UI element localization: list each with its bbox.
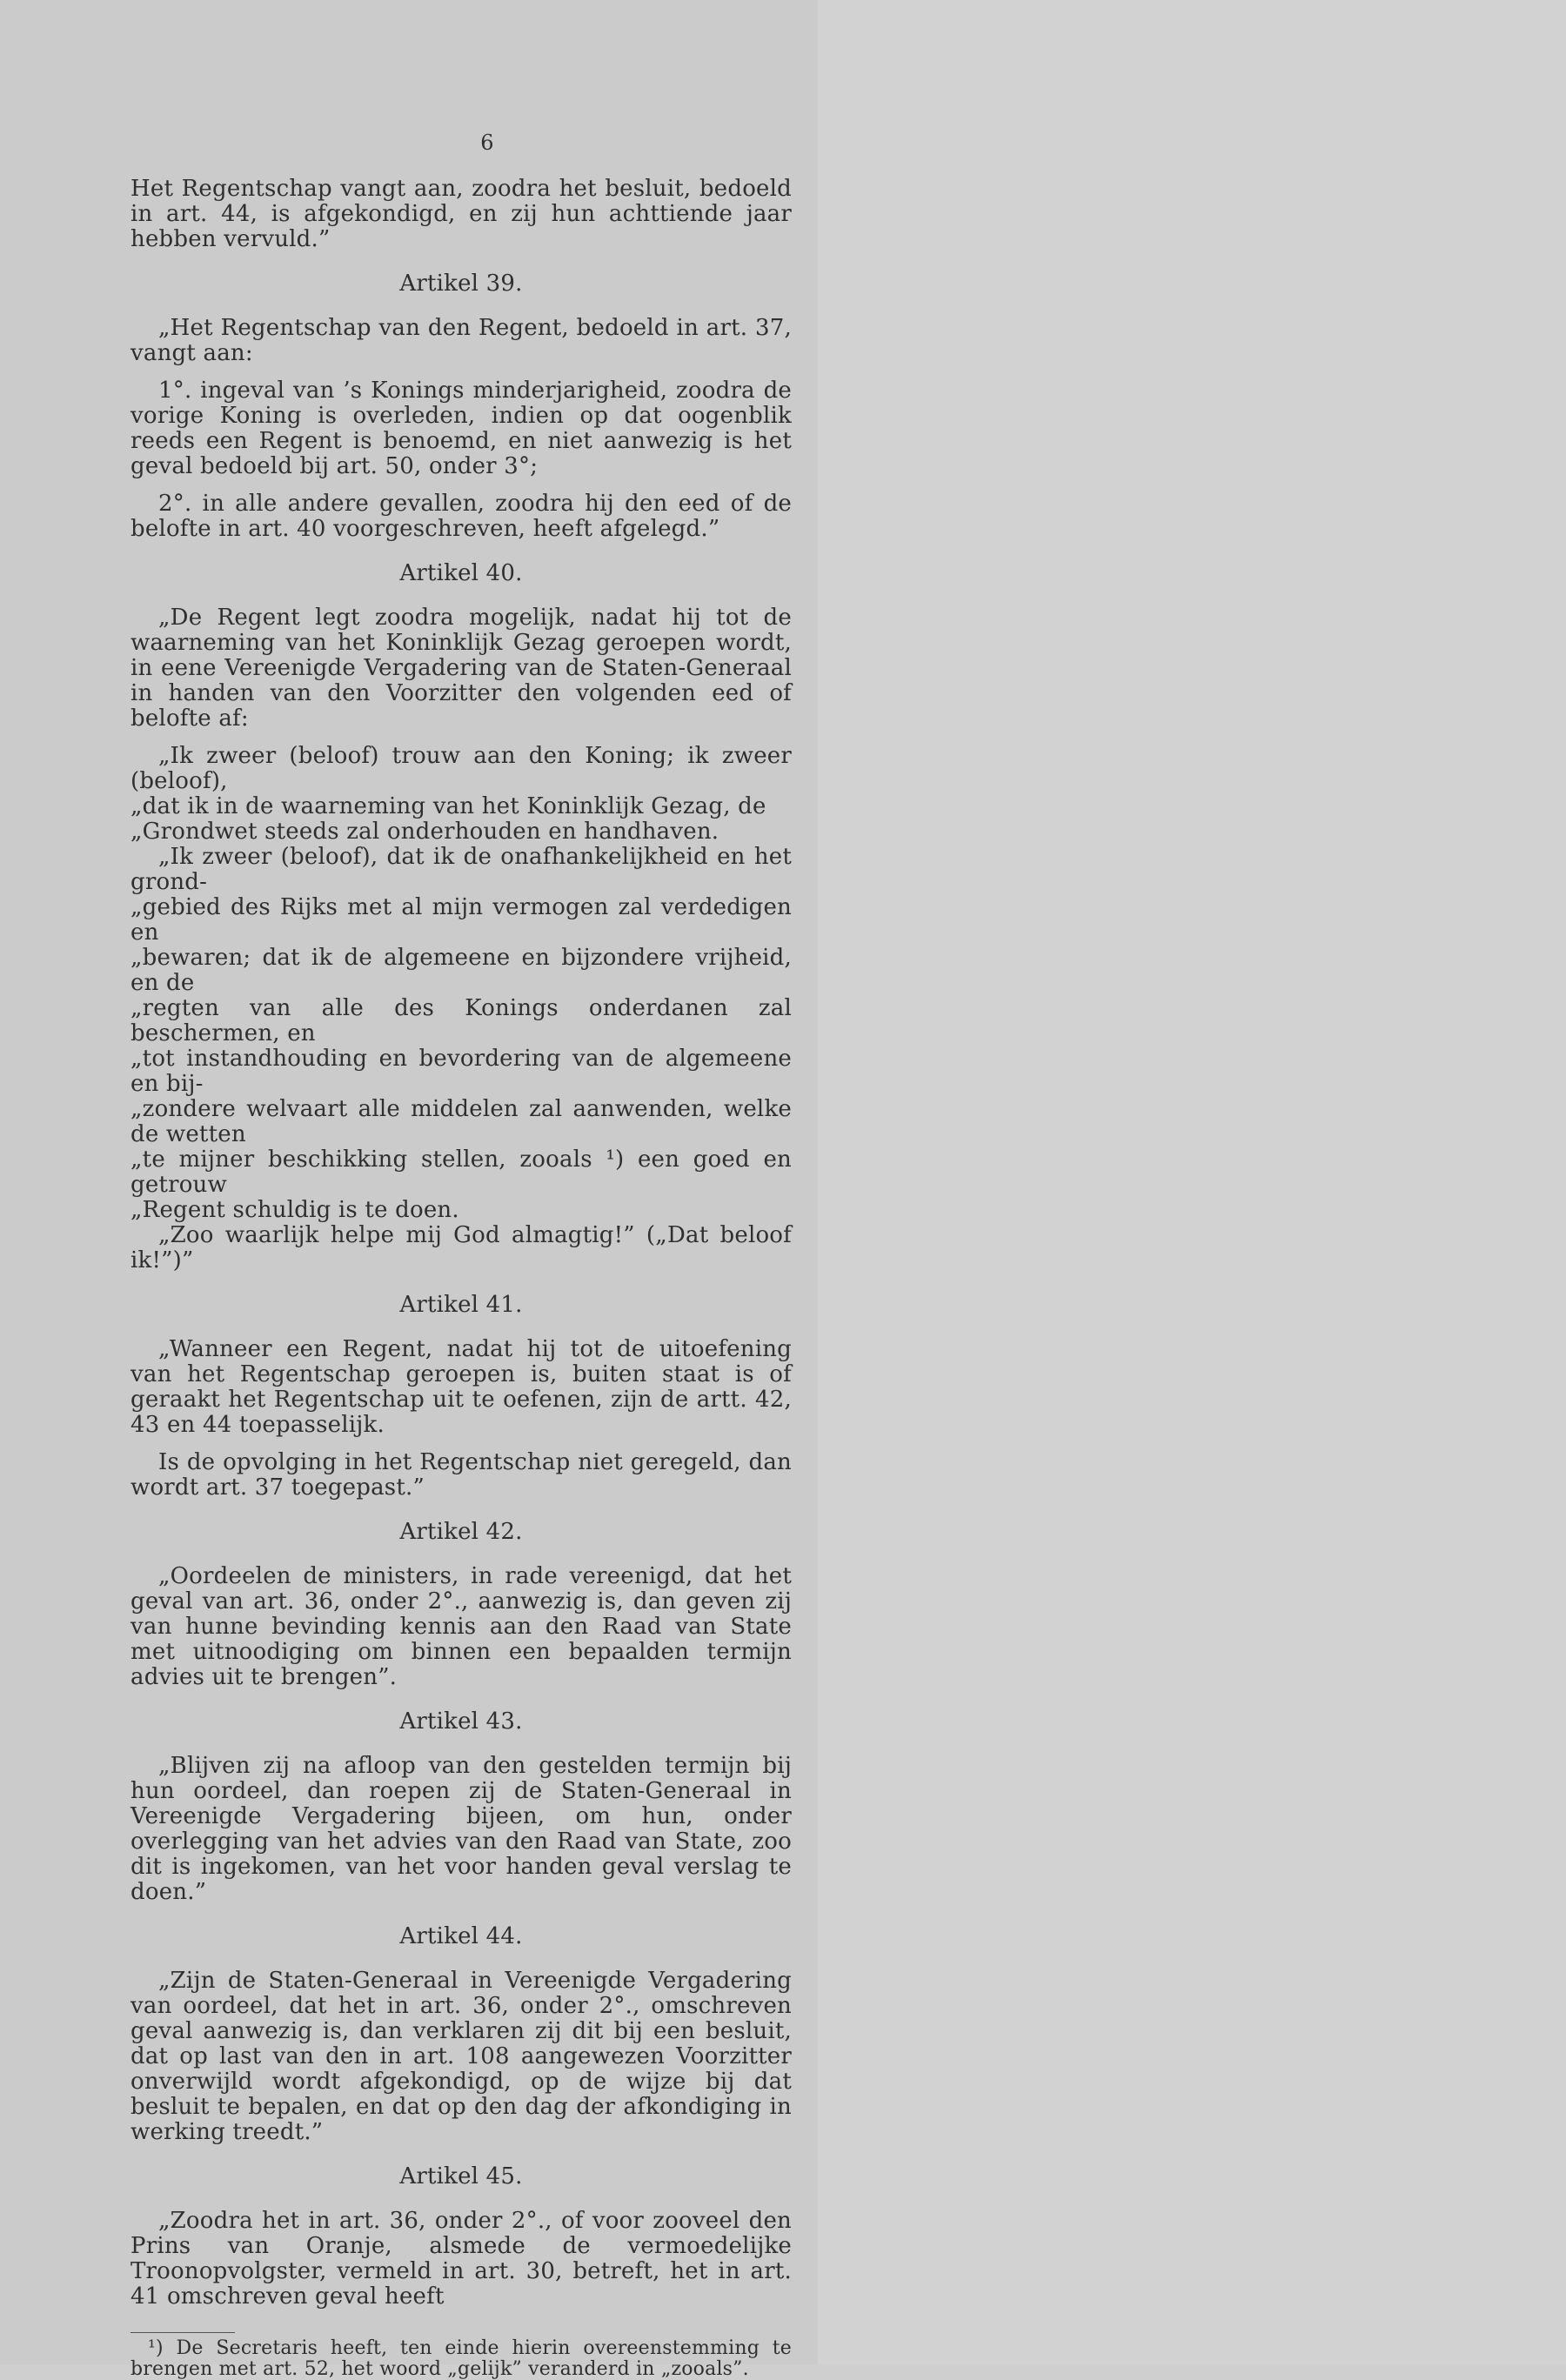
article-heading: Artikel 43.	[399, 1708, 523, 1735]
article-heading: Artikel 42.	[399, 1519, 523, 1545]
oath-paragraph	[130, 1223, 792, 1274]
article-heading: Artikel 40.	[399, 560, 523, 586]
article-heading: Artikel 41.	[399, 1292, 523, 1318]
paragraph: 2°. in alle andere gevallen, zoodra hij den eed of de belofte in art. 40 voorgeschreven, heeft afgelegd.”	[130, 491, 792, 542]
oath-paragraph	[130, 845, 792, 1223]
oath-line: „te mijner beschikking stellen, zooals ¹) een goed en getrouw	[130, 1147, 792, 1198]
oath-line: „Grondwet steeds zal onderhouden en handhaven.	[130, 819, 719, 845]
oath-line: „Regent schuldig is te doen.	[130, 1197, 459, 1223]
article-body	[130, 177, 792, 2310]
oath-line: „bewaren; dat ik de algemeene en bijzondere vrijheid, en de	[130, 945, 792, 996]
oath-line: „gebied des Rijks met al mijn vermogen zal verdedigen en	[130, 894, 792, 946]
paragraph: „Zoodra het in art. 36, onder 2°., of voor zooveel den Prins van Oranje, alsmede de vermoedelijke Troonopvolgster, vermeld in art. 30, betreft, het in art. 41 omschreven geval heeft	[130, 2208, 792, 2310]
oath-line: „tot instandhouding en bevordering van de algemeene en bij-	[130, 1046, 792, 1097]
footnote-rule	[130, 2332, 235, 2333]
footnote: ¹) De Secretaris heeft, ten einde hierin overeenstemming te brengen met art. 52, het woord „gelijk” veranderd in „zooals”.	[130, 2337, 792, 2380]
oath-line: „Zoo waarlijk helpe mij God almagtig!” („Dat beloof ik!”)”	[130, 1222, 792, 1274]
text-column	[130, 130, 792, 2380]
oath-line: „dat ik in de waarneming van het Koninklijk Gezag, de	[130, 793, 766, 819]
paragraph: Het Regentschap vangt aan, zoodra het besluit, bedoeld in art. 44, is afgekondigd, en zij hun achttiende jaar hebben vervuld.”	[130, 176, 792, 252]
paragraph: Is de opvolging in het Regentschap niet geregeld, dan wordt art. 37 toegepast.”	[130, 1449, 792, 1501]
page-shading	[818, 0, 1566, 2364]
paragraph: 1°. ingeval van ’s Konings minderjarigheid, zoodra de vorige Koning is overleden, indien op dat oogenblik reeds een Regent is benoemd, en niet aanwezig is het geval bedoeld bij art. 50, onder 3°;	[130, 378, 792, 479]
paragraph: „De Regent legt zoodra mogelijk, nadat hij tot de waarneming van het Koninklijk Gezag geroepen wordt, in eene Vereenigde Vergadering van de Staten-Generaal in handen van den Voorzitter den volgenden eed of belofte af:	[130, 605, 792, 732]
article-heading: Artikel 45.	[399, 2163, 523, 2189]
oath-line: „Ik zweer (beloof) trouw aan den Koning; ik zweer (beloof),	[130, 743, 792, 794]
paragraph: „Het Regentschap van den Regent, bedoeld in art. 37, vangt aan:	[130, 315, 792, 366]
oath-line: „regten van alle des Konings onderdanen zal beschermen, en	[130, 995, 792, 1046]
article-heading: Artikel 44.	[399, 1923, 523, 1949]
oath-line: „Ik zweer (beloof), dat ik de onafhankelijkheid en het grond-	[130, 844, 792, 895]
page-number: 6	[480, 130, 494, 155]
paragraph: „Wanneer een Regent, nadat hij tot de uitoefening van het Regentschap geroepen is, buiten staat is of geraakt het Regentschap uit te oefenen, zijn de artt. 42, 43 en 44 toepasselijk.	[130, 1336, 792, 1438]
paragraph: „Blijven zij na afloop van den gestelden termijn bij hun oordeel, dan roepen zij de Staten-Generaal in Vereenigde Vergadering bijeen, om hun, onder overlegging van het advies van den Raad van State, zoo dit is ingekomen, van het voor handen geval verslag te doen.”	[130, 1753, 792, 1905]
oath-paragraph	[130, 744, 792, 845]
paragraph: „Oordeelen de ministers, in rade vereenigd, dat het geval van art. 36, onder 2°., aanwezig is, dan geven zij van hunne bevinding kennis aan den Raad van State met uitnoodiging om binnen een bepaalden termijn advies uit te brengen”.	[130, 1563, 792, 1690]
article-heading: Artikel 39.	[399, 271, 523, 297]
oath-line: „zondere welvaart alle middelen zal aanwenden, welke de wetten	[130, 1096, 792, 1147]
paragraph: „Zijn de Staten-Generaal in Vereenigde Vergadering van oordeel, dat het in art. 36, onder 2°., omschreven geval aanwezig is, dan verklaren zij dit bij een besluit, dat op last van den in art. 108 aangewezen Voorzitter onverwijld wordt afgekondigd, op de wijze bij dat besluit te bepalen, en dat op den dag der afkondiging in werking treedt.”	[130, 1968, 792, 2145]
